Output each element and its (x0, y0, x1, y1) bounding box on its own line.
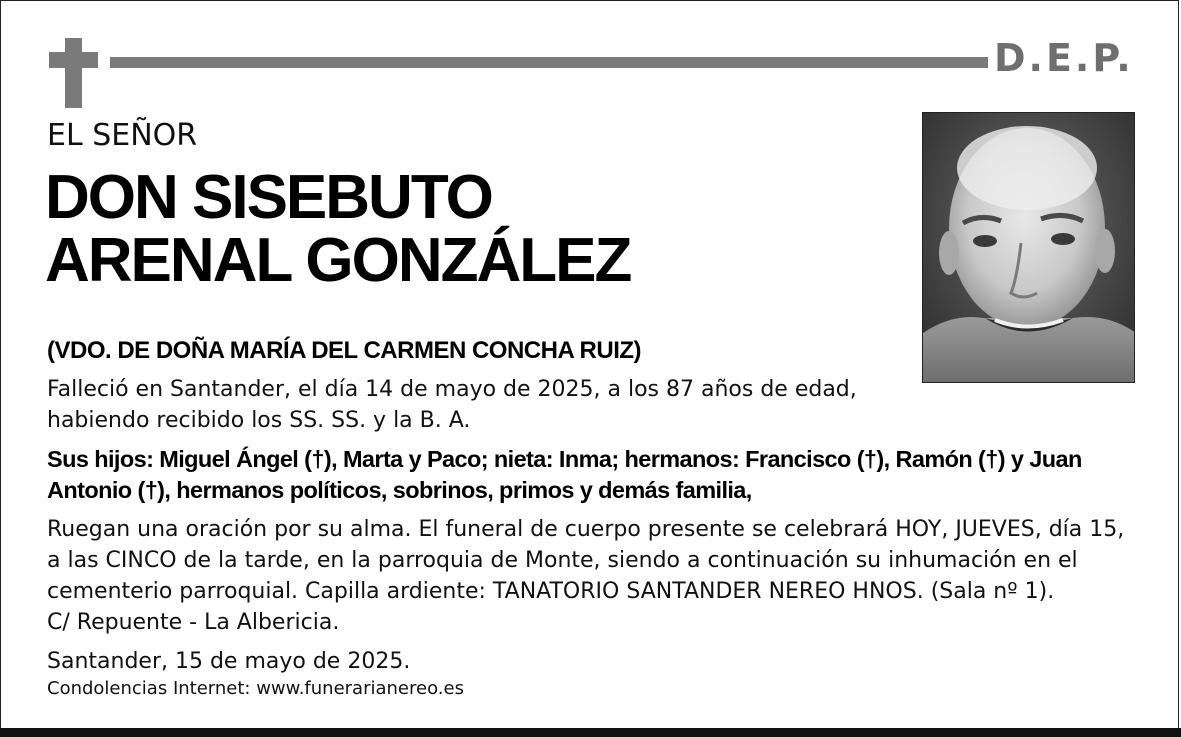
funeral-paragraph (47, 514, 1124, 638)
family-paragraph (47, 444, 1082, 506)
condolences-link[interactable]: Condolencias Internet: www.funerarianereo.es (47, 678, 464, 699)
funeral-line: cementerio parroquial. Capilla ardiente: TANATORIO SANTANDER NEREO HNOS. (Sala nº 1). (47, 579, 1055, 604)
title-prefix: EL SEÑOR (47, 118, 198, 153)
death-notice-line: habiendo recibido los SS. SS. y la B. A. (47, 408, 471, 433)
name-line-2: ARENAL GONZÁLEZ (45, 226, 631, 295)
funeral-line: C/ Repuente - La Albericia. (47, 610, 340, 635)
name-line-1: DON SISEBUTO (45, 163, 492, 232)
bottom-border-bar (0, 728, 1181, 737)
funeral-line: a las CINCO de la tarde, en la parroquia de Monte, siendo a continuación su inhumación en el (47, 548, 1078, 573)
dep-label: D.E.P. (994, 36, 1134, 80)
cross-icon-bar (49, 52, 98, 68)
death-notice (47, 374, 857, 436)
family-line: Sus hijos: Miguel Ángel (†), Marta y Paco; nieta: Inma; hermanos: Francisco (†), Ramón (†) y Juan (47, 446, 1082, 472)
widower-note: (VDO. DE DOÑA MARÍA DEL CARMEN CONCHA RUIZ) (47, 337, 642, 364)
place-date (47, 646, 410, 677)
deceased-name (45, 163, 631, 295)
family-line: Antonio (†), hermanos políticos, sobrinos, primos y demás familia, (47, 477, 752, 503)
portrait-photo (922, 112, 1135, 383)
place-date-text: Santander, 15 de mayo de 2025. (47, 649, 411, 674)
funeral-line: Ruegan una oración por su alma. El funeral de cuerpo presente se celebrará HOY, JUEVES, día 15, (47, 517, 1125, 542)
header-rule (110, 57, 988, 68)
cross-icon (65, 38, 82, 108)
death-notice-line: Falleció en Santander, el día 14 de mayo de 2025, a los 87 años de edad, (47, 377, 857, 402)
